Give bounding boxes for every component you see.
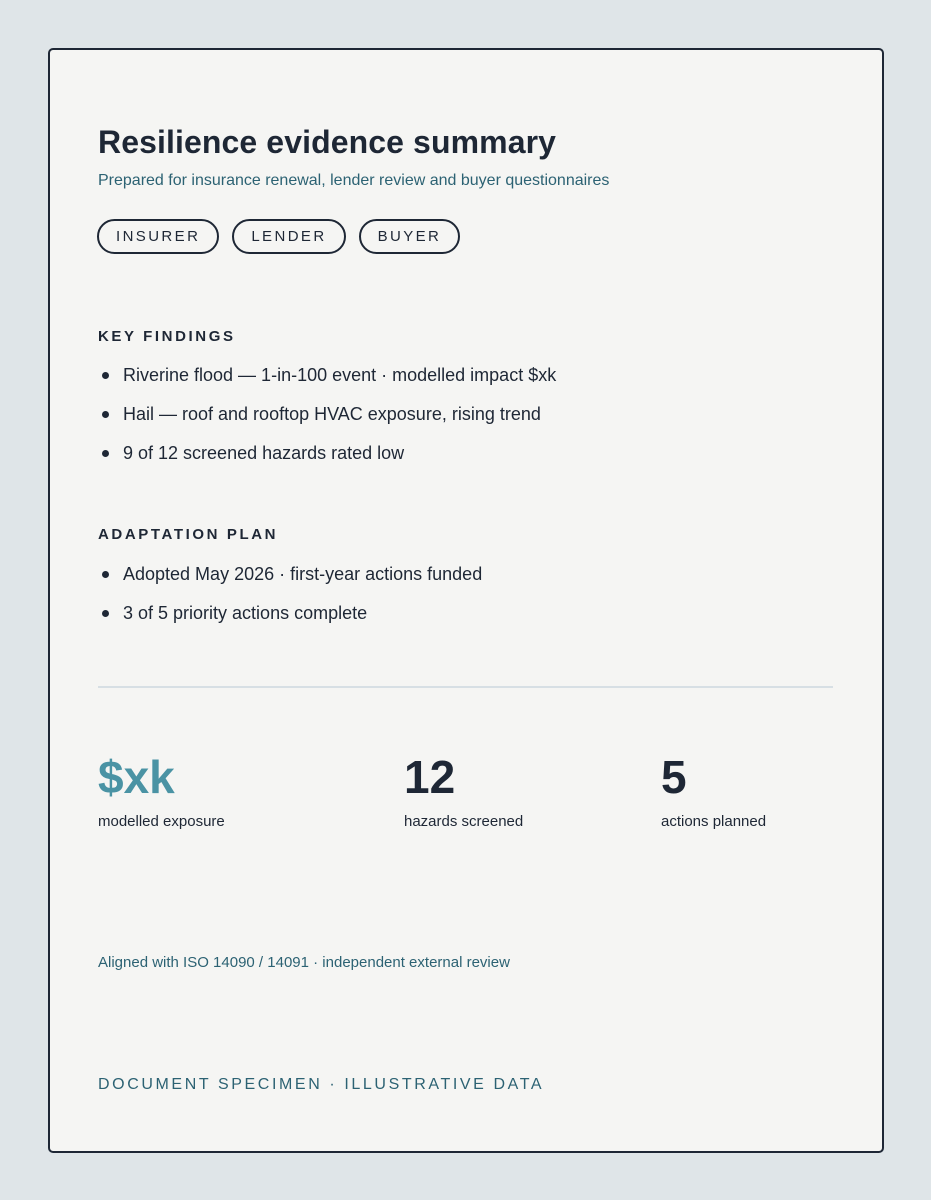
section-divider <box>98 686 833 688</box>
bullet-icon <box>102 450 109 457</box>
stat-value: $xk <box>98 751 175 803</box>
plan-text: Adopted May 2026 · first-year actions funded <box>123 564 483 584</box>
specimen-footer: DOCUMENT SPECIMEN · ILLUSTRATIVE DATA <box>98 1076 545 1093</box>
finding-text: Hail — roof and rooftop HVAC exposure, rising trend <box>123 404 541 424</box>
list-item <box>98 602 482 641</box>
stat-actions-planned <box>661 750 766 830</box>
stat-hazards-screened <box>404 750 523 830</box>
plan-text: 3 of 5 priority actions complete <box>123 603 368 623</box>
tag-buyer: BUYER <box>359 219 461 254</box>
key-findings-heading: KEY FINDINGS <box>98 328 236 345</box>
finding-text: Riverine flood — 1-in-100 event · modelled impact $xk <box>123 365 557 385</box>
bullet-icon <box>102 610 109 617</box>
list-item <box>98 442 556 481</box>
evidence-summary-card <box>48 48 884 1153</box>
bullet-icon <box>102 571 109 578</box>
page-title: Resilience evidence summary <box>98 124 557 160</box>
standards-alignment-note: Aligned with ISO 14090 / 14091 · independent external review <box>98 954 510 971</box>
tag-lender: LENDER <box>232 219 345 254</box>
key-findings-list <box>98 364 556 481</box>
list-item <box>98 364 556 403</box>
adaptation-plan-heading: ADAPTATION PLAN <box>98 526 279 543</box>
stat-value: 12 <box>404 751 456 803</box>
stat-label: actions planned <box>661 813 767 830</box>
stat-modelled-exposure <box>98 750 225 830</box>
list-item <box>98 403 556 442</box>
audience-tags <box>97 219 460 254</box>
page-subtitle: Prepared for insurance renewal, lender review and buyer questionnaires <box>98 172 610 189</box>
list-item <box>98 563 482 602</box>
stat-value: 5 <box>661 751 687 803</box>
stat-label: modelled exposure <box>98 813 225 830</box>
adaptation-plan-list <box>98 563 482 641</box>
bullet-icon <box>102 372 109 379</box>
finding-text: 9 of 12 screened hazards rated low <box>123 443 405 463</box>
stat-label: hazards screened <box>404 813 524 830</box>
tag-insurer: INSURER <box>97 219 219 254</box>
bullet-icon <box>102 411 109 418</box>
